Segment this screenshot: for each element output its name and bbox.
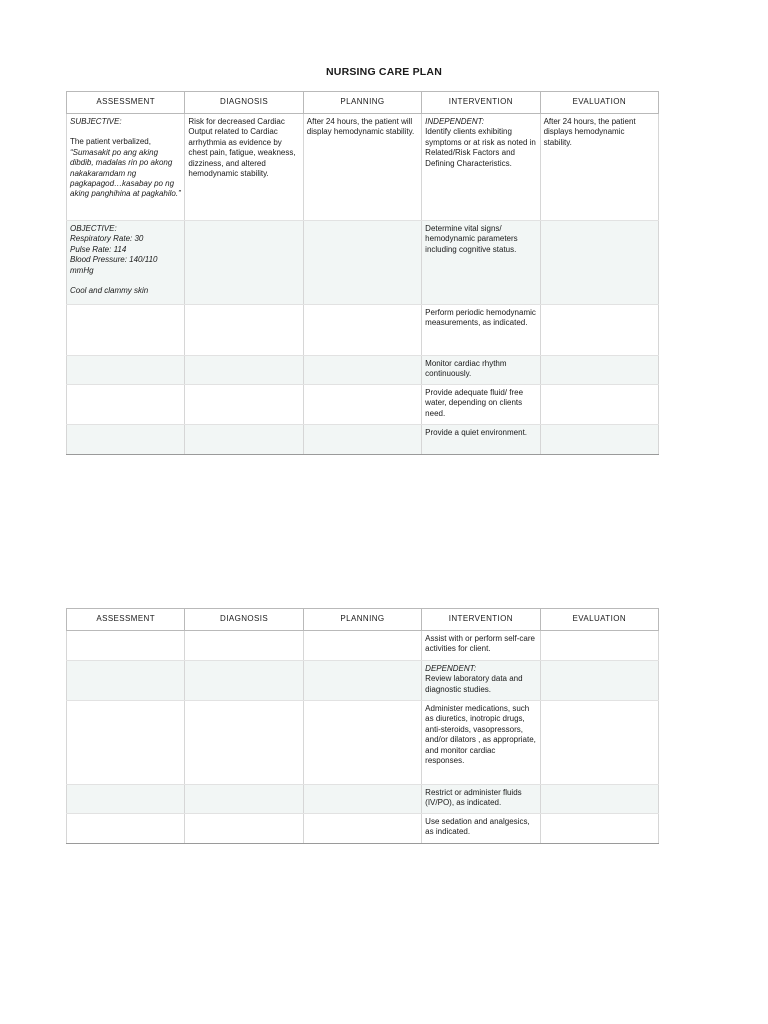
- intervention-cell: Monitor cardiac rhythm continuously.: [422, 356, 540, 385]
- intervention-cell: [422, 114, 540, 221]
- independent-label: INDEPENDENT:: [425, 117, 485, 126]
- table-row: [67, 785, 659, 814]
- assessment-cell: [67, 114, 185, 221]
- diagnosis-cell: [185, 221, 303, 305]
- dependent-label: DEPENDENT:: [425, 664, 477, 673]
- intervention-cell: Use sedation and analgesics, as indicated.: [422, 814, 540, 844]
- header-diagnosis: DIAGNOSIS: [185, 609, 303, 631]
- header-planning: PLANNING: [303, 92, 421, 114]
- planning-cell: After 24 hours, the patient will display hemodynamic stability.: [303, 114, 421, 221]
- header-evaluation: EVALUATION: [540, 609, 658, 631]
- skin-finding: Cool and clammy skin: [70, 286, 149, 296]
- table-row: [67, 305, 659, 356]
- header-row: [67, 609, 659, 631]
- table-row: [67, 701, 659, 785]
- header-intervention: INTERVENTION: [422, 609, 540, 631]
- table-row: [67, 356, 659, 385]
- evaluation-cell: [540, 221, 658, 305]
- table-row: [67, 661, 659, 701]
- page-title: NURSING CARE PLAN: [326, 66, 442, 78]
- intervention-cell: Provide adequate fluid/ free water, depending on clients need.: [422, 385, 540, 425]
- intervention-cell: [422, 661, 540, 701]
- header-intervention: INTERVENTION: [422, 92, 540, 114]
- vital-signs: Respiratory Rate: 30 Pulse Rate: 114 Blood Pressure: 140/110 mmHg: [70, 234, 158, 275]
- diagnosis-cell: Risk for decreased Cardiac Output related to Cardiac arrhythmia as evidence by chest pain, fatigue, weakness, dizziness, and altered hemodynamic stability.: [185, 114, 303, 221]
- header-planning: PLANNING: [303, 609, 421, 631]
- assessment-cell: [67, 221, 185, 305]
- intervention-cell: Assist with or perform self-care activities for client.: [422, 631, 540, 661]
- table-row: [67, 814, 659, 844]
- evaluation-cell: After 24 hours, the patient displays hemodynamic stability.: [540, 114, 658, 221]
- care-plan-table-2: [66, 608, 659, 844]
- intervention-cell: Administer medications, such as diuretics, inotropic drugs, anti-steroids, vasopressors, and/or dilators , as appropriate, and monitor cardiac responses.: [422, 701, 540, 785]
- table-row: [67, 425, 659, 455]
- planning-cell: [303, 221, 421, 305]
- header-evaluation: EVALUATION: [540, 92, 658, 114]
- table-row: [67, 114, 659, 221]
- intervention-cell: Provide a quiet environment.: [422, 425, 540, 455]
- header-row: [67, 92, 659, 114]
- table-row: [67, 385, 659, 425]
- intervention-cell: Restrict or administer fluids (IV/PO), as indicated.: [422, 785, 540, 814]
- table-row: [67, 221, 659, 305]
- header-assessment: ASSESSMENT: [67, 609, 185, 631]
- objective-label: OBJECTIVE:: [70, 224, 117, 233]
- verbalized-text: The patient verbalized,: [70, 137, 151, 147]
- intervention-text: Identify clients exhibiting symptoms or at risk as noted in Related/Risk Factors and Defining Characteristics.: [425, 127, 536, 168]
- subjective-label: SUBJECTIVE:: [70, 117, 122, 126]
- header-diagnosis: DIAGNOSIS: [185, 92, 303, 114]
- care-plan-table-1: [66, 91, 659, 455]
- intervention-text: Review laboratory data and diagnostic studies.: [425, 674, 523, 694]
- header-assessment: ASSESSMENT: [67, 92, 185, 114]
- intervention-cell: Determine vital signs/ hemodynamic parameters including cognitive status.: [422, 221, 540, 305]
- table-row: [67, 631, 659, 661]
- patient-quote: “Sumasakit po ang aking dibdib, madalas rin po akong nakakaramdam ng pagkapagod…kasabay po ng aking panghihina at pagkahilo.”: [70, 147, 181, 199]
- intervention-cell: Perform periodic hemodynamic measurements, as indicated.: [422, 305, 540, 356]
